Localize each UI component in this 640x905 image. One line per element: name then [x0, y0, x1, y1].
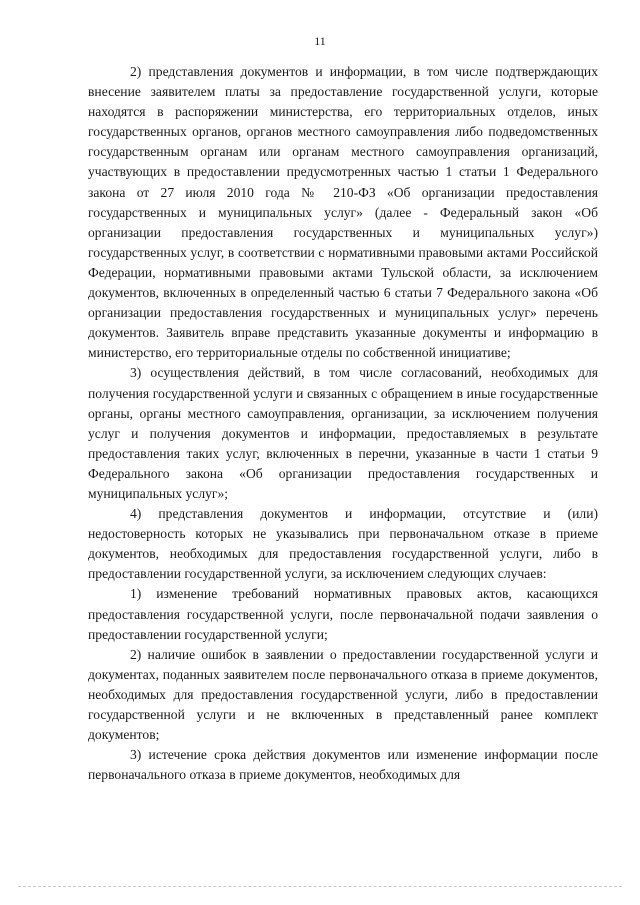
subparagraph-2-errors: 2) наличие ошибок в заявлении о предоставлении государственной услуги и документах, поданных заявителем после первоначального отказа в приеме документов, необходимых для предоставления государственной услуги, либо в предоставлении государственной услуги и не включенных в представленный ранее комплект документов;: [88, 646, 598, 743]
document-body: [88, 62, 598, 785]
paragraph-item-2-documents: 2) представления документов и информации, в том числе подтверждающих внесение заявителем платы за предоставление государственной услуги, которые находятся в распоряжении министерства, его территориальных отделов, иных государственных органов, органов местного самоуправления либо подведомственных государственным органам или органам местного самоуправления организаций, участвующих в предоставлении предусмотренных частью 1 статьи 1 Федерального закона от 27 июля 2010 года № 210-ФЗ «Об организации предоставления государственных и муниципальных услуг» (далее - Федеральный закон «Об организации предоставления государственных и муниципальных услуг») государственных услуг, в соответствии с нормативными правовыми актами Российской Федерации, нормативными правовыми актами Тульской области, за исключением документов, включенных в определенный частью 6 статьи 7 Федерального закона «Об организации предоставления государственных и муниципальных услуг» перечень документов. Заявитель вправе представить указанные документы и информацию в министерство, его территориальные отделы по собственной инициативе;: [88, 64, 598, 361]
paragraph-item-3-actions: 3) осуществления действий, в том числе согласований, необходимых для получения государственной услуги и связанных с обращением в иные государственные органы, органы местного самоуправления, организации, за исключением получения услуг и получения документов и информации, предоставляемых в результате предоставления таких услуг, включенных в перечни, указанные в части 1 статьи 9 Федерального закона «Об организации предоставления государственных и муниципальных услуг»;: [88, 365, 598, 501]
subparagraph-3-expiry: 3) истечение срока действия документов или изменение информации после первоначального отказа в приеме документов, необходимых для: [88, 747, 598, 783]
paragraph-item-4-documents: 4) представления документов и информации, отсутствие и (или) недостоверность которых не указывались при первоначальном отказе в приеме документов, необходимых для предоставления государственной услуги, либо в предоставлении государственной услуги, за исключением следующих случаев:: [88, 506, 598, 582]
scan-edge-line: [18, 886, 622, 888]
page-number: 11: [314, 34, 326, 48]
subparagraph-1-requirements-change: 1) изменение требований нормативных правовых актов, касающихся предоставления государственной услуги, после первоначальной подачи заявления о предоставлении государственной услуги;: [88, 586, 598, 642]
